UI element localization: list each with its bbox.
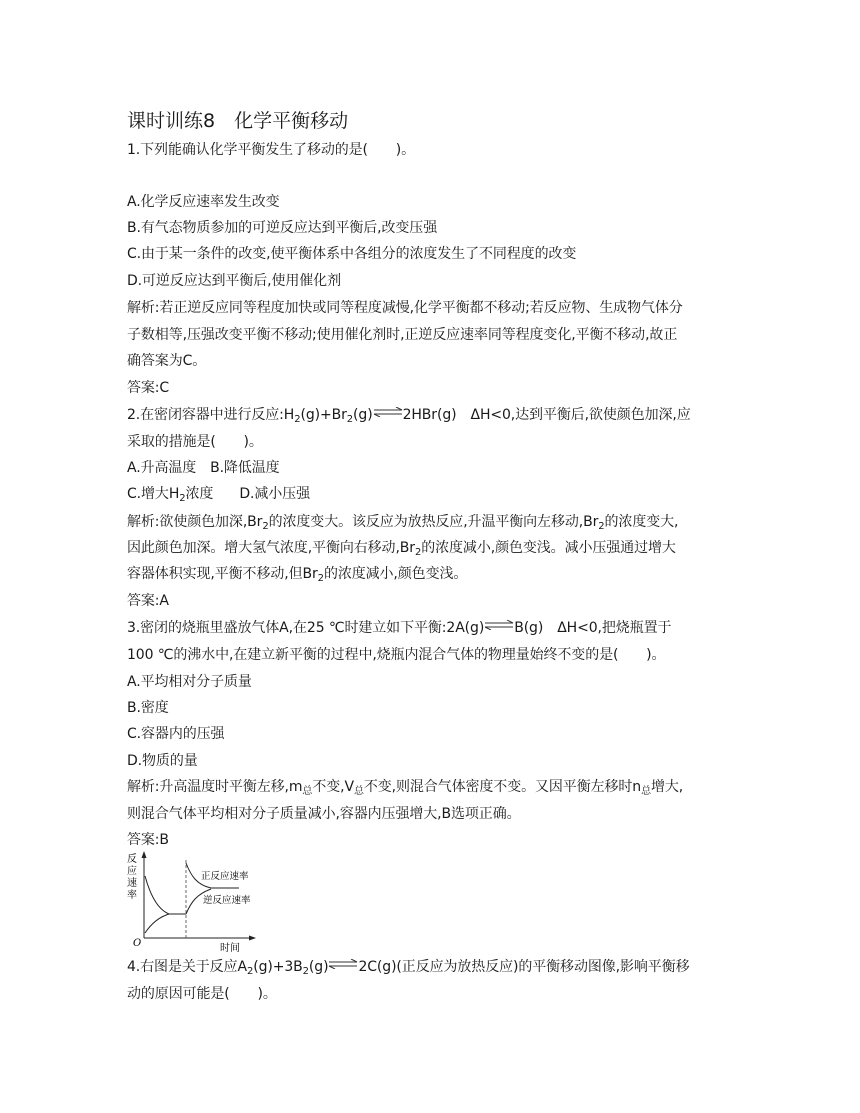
equilibrium-arrow-icon: [484, 620, 514, 630]
q4-stem: 4.右图是关于反应$A_2(g)+3B_2(g)$ 2C(g)(正反应为放热反应)的平衡移动图像,影响平衡移: [127, 959, 690, 977]
q2-analysis-line: 因此颜色加深。增大氢气浓度,平衡向右移动$,Br_2$的浓度减小,颜色变浅。减小压强通过增大: [127, 540, 676, 558]
figure-reverse-label: 逆反应速率: [203, 895, 251, 906]
figure-y-label: 速: [127, 878, 137, 889]
q1-option-b: B.有气态物质参加的可逆反应达到平衡后,改变压强: [127, 220, 438, 236]
figure-x-label: 时间: [220, 943, 240, 952]
q1-analysis-line: 子数相等,压强改变平衡不移动;使用催化剂时,正逆反应速率同等程度变化,平衡不移动,故正: [127, 327, 678, 343]
q4-stem-line2: 动的原因可能是( )。: [127, 986, 277, 1002]
q1-answer: 答案:C: [127, 380, 170, 396]
figure-x-arrow-icon: [249, 936, 256, 941]
equilibrium-arrow-icon: [328, 959, 358, 969]
q1-stem: 1.下列能确认化学平衡发生了移动的是( )。: [127, 142, 415, 158]
q3-option-a: A.平均相对分子质量: [127, 674, 252, 690]
q3-answer: 答案:B: [127, 832, 169, 848]
q3-analysis-line: 解析:升高温度时平衡左移$,m_总$不变$,V_总$不变,则混合气体密度不变。又因平衡左移时$n_总$增大,: [127, 779, 684, 797]
q3-stem: 3.密闭的烧瓶里盛放气体A,在25 ℃时建立如下平衡:2A(g) B(g) ΔH<0,把烧瓶置于: [127, 620, 672, 636]
figure-y-label: 率: [127, 890, 137, 901]
q3-option-c: C.容器内的压强: [127, 726, 225, 742]
q1-option-d: D.可逆反应达到平衡后,使用催化剂: [127, 273, 341, 289]
q2-stem-line2: 采取的措施是( )。: [127, 434, 263, 450]
figure-y-label: 反: [127, 854, 137, 865]
q3-analysis-line: 则混合气体平均相对分子质量减小,容器内压强增大,B选项正确。: [127, 806, 521, 822]
q1-option-c: C.由于某一条件的改变,使平衡体系中各组分的浓度发生了不同程度的改变: [127, 246, 577, 262]
q1-option-a: A.化学反应速率发生改变: [127, 194, 280, 210]
q2-answer: 答案:A: [127, 593, 169, 609]
figure-reverse-curve-initial: [145, 914, 169, 933]
rate-time-figure: [127, 848, 267, 952]
figure-forward-label: 正反应速率: [201, 871, 249, 882]
q2-analysis-line: 容器体积实现,平衡不移动,但$Br_2$的浓度减小,颜色变浅。: [127, 566, 468, 584]
q2-options-ab: A.升高温度 B.降低温度: [127, 460, 280, 476]
q2-analysis-line: 解析:欲使颜色加深$,Br_2$的浓度变大。该反应为放热反应,升温平衡向左移动$,Br_2$的浓度变大,: [127, 514, 679, 532]
figure-y-label: 应: [127, 866, 137, 877]
q2-stem: 2.在密闭容器中进行反应$:H_2(g)+Br_2(g)$ 2HBr(g) ΔH<0,达到平衡后,欲使颜色加深,应: [127, 407, 691, 425]
figure-y-arrow-icon: [142, 851, 147, 858]
q3-option-d: D.物质的量: [127, 753, 198, 769]
q3-stem-line2: 100 ℃的沸水中,在建立新平衡的过程中,烧瓶内混合气体的物理量始终不变的是( )。: [127, 647, 666, 663]
page-title: 课时训练8 化学平衡移动: [127, 110, 349, 132]
q3-option-b: B.密度: [127, 700, 169, 716]
q1-analysis-line: 确答案为C。: [127, 353, 207, 369]
figure-forward-curve-initial: [145, 876, 186, 914]
q2-options-cd: C.增大$H_2$浓度 D.减小压强: [127, 486, 310, 504]
q1-analysis-line: 解析:若正逆反应同等程度加快或同等程度减慢,化学平衡都不移动;若反应物、生成物气体分: [127, 300, 683, 316]
figure-origin: O: [133, 938, 142, 949]
equilibrium-arrow-icon: [373, 407, 403, 417]
